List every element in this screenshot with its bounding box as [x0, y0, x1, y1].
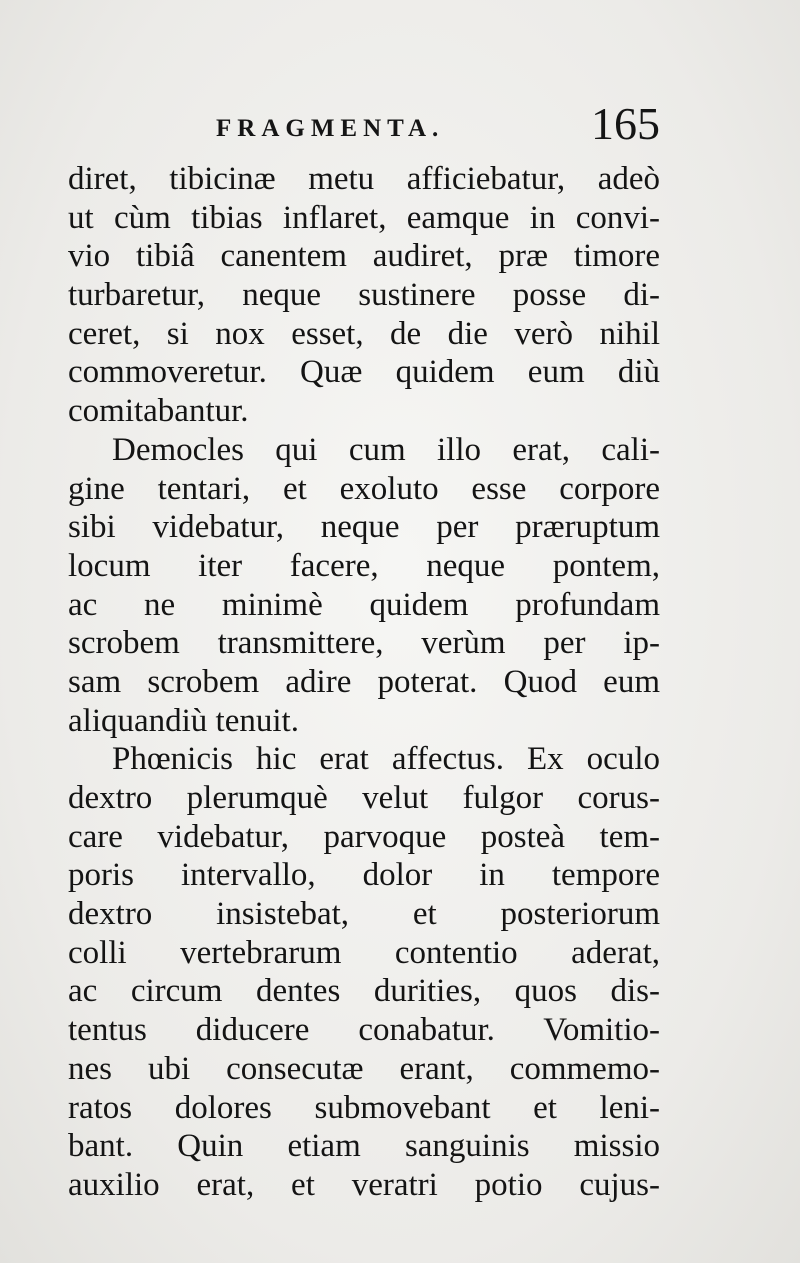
text-line: poris intervallo, dolor in tempore — [68, 857, 660, 894]
text-line: aliquandiù tenuit. — [68, 702, 299, 739]
text-line: tentus diducere conabatur. Vomitio- — [68, 1012, 660, 1049]
text-line: ac ne minimè quidem profundam — [68, 586, 660, 623]
text-line: Phœnicis hic erat affectus. Ex oculo — [112, 741, 660, 778]
text-line: auxilio erat, et veratri potio cujus- — [68, 1166, 660, 1203]
text-line: diret, tibicinæ metu afficiebatur, adeò — [68, 161, 660, 197]
text-line: dextro insistebat, et posteriorum — [68, 896, 660, 933]
text-line: colli vertebrarum contentio aderat, — [68, 934, 660, 971]
text-line: sibi videbatur, neque per præruptum — [68, 509, 660, 546]
paragraph-2 — [68, 431, 660, 741]
text-line: ut cùm tibias inflaret, eamque in convi- — [68, 199, 660, 236]
body-text — [68, 160, 660, 1205]
text-line: nes ubi consecutæ erant, commemo- — [68, 1050, 660, 1087]
text-line: scrobem transmittere, verùm per ip- — [68, 625, 660, 662]
text-line: ratos dolores submovebant et leni- — [68, 1089, 660, 1126]
text-line: dextro plerumquè velut fulgor corus- — [68, 780, 660, 816]
text-line: commoveretur. Quæ quidem eum diù — [68, 354, 660, 391]
text-line: locum iter facere, neque pontem, — [68, 547, 660, 584]
text-line: bant. Quin etiam sanguinis missio — [68, 1128, 660, 1165]
text-line: Democles qui cum illo erat, cali- — [112, 431, 660, 468]
text-line: gine tentari, et exoluto esse corpore — [68, 470, 660, 507]
text-line: sam scrobem adire poterat. Quod eum — [68, 663, 660, 700]
page-number: 165 — [591, 98, 660, 149]
text-line: vio tibiâ canentem audiret, præ timore — [68, 238, 660, 275]
text-line: turbaretur, neque sustinere posse di- — [68, 277, 660, 314]
text-line: comitabantur. — [68, 393, 249, 430]
text-line: care videbatur, parvoque posteà tem- — [68, 818, 660, 855]
page-header — [68, 95, 660, 155]
running-head: FRAGMENTA. — [216, 115, 445, 142]
paragraph-3 — [68, 740, 660, 1204]
text-line: ceret, si nox esset, de die verò nihil — [68, 315, 660, 352]
paragraph-1 — [68, 160, 660, 431]
text-line: ac circum dentes durities, quos dis- — [68, 973, 660, 1010]
